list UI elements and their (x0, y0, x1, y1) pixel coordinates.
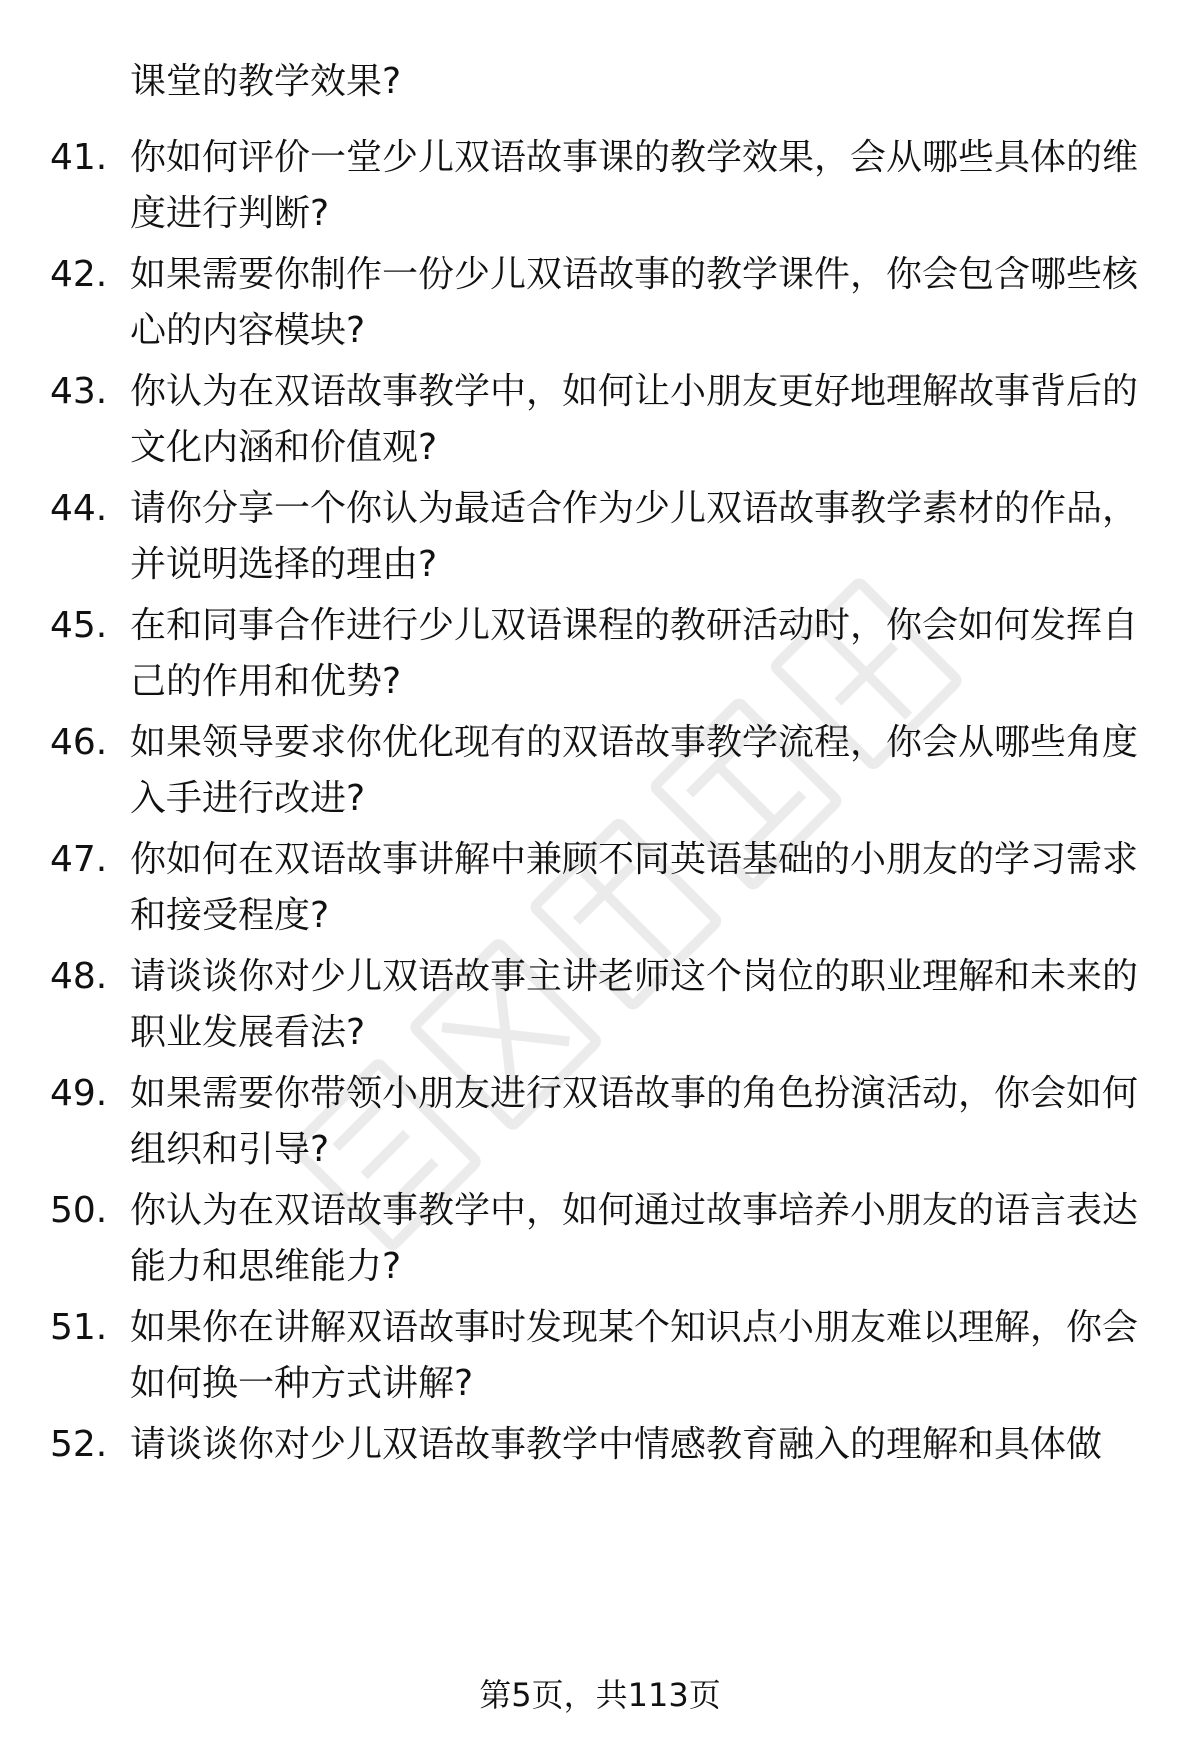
question-text-line2: 如何换一种方式讲解? (130, 1363, 474, 1404)
question-number: 50. (50, 1190, 108, 1231)
question-text-line2: 组织和引导? (130, 1129, 330, 1170)
question-text-line2: 文化内涵和价值观? (130, 427, 438, 468)
question-text-line1: 如果你在讲解双语故事时发现某个知识点小朋友难以理解，你会 (130, 1307, 1139, 1348)
question-text-line2: 职业发展看法? (130, 1012, 366, 1053)
question-text-line1: 请你分享一个你认为最适合作为少儿双语故事教学素材的作品， (130, 488, 1139, 529)
question-text-line2: 能力和思维能力? (130, 1246, 402, 1287)
question-item-44 (0, 481, 1200, 593)
question-text-line2: 和接受程度? (130, 895, 330, 936)
question-item-49 (0, 1066, 1200, 1178)
question-number: 42. (50, 254, 108, 295)
question-text-line1: 如果需要你制作一份少儿双语故事的教学课件，你会包含哪些核 (130, 254, 1139, 295)
question-item-48 (0, 949, 1200, 1061)
question-text-line2: 入手进行改进? (130, 778, 366, 819)
question-text-line1: 如果领导要求你优化现有的双语故事教学流程，你会从哪些角度 (130, 722, 1139, 763)
question-text-line1: 在和同事合作进行少儿双语课程的教研活动时，你会如何发挥自 (130, 605, 1139, 646)
question-number: 45. (50, 605, 108, 646)
question-text-line1: 你认为在双语故事教学中，如何让小朋友更好地理解故事背后的 (130, 371, 1139, 412)
continuation-text: 课堂的教学效果? (130, 61, 402, 102)
question-number: 46. (50, 722, 108, 763)
question-text-line1: 请谈谈你对少儿双语故事主讲老师这个岗位的职业理解和未来的 (130, 956, 1139, 997)
question-item-46 (0, 715, 1200, 827)
question-item-51 (0, 1300, 1200, 1412)
question-text-line2: 度进行判断? (130, 193, 330, 234)
question-number: 43. (50, 371, 108, 412)
question-number: 44. (50, 488, 108, 529)
question-text-line1: 你认为在双语故事教学中，如何通过故事培养小朋友的语言表达 (130, 1190, 1139, 1231)
question-item-52 (0, 1417, 1200, 1529)
question-text-line2: 心的内容模块? (130, 310, 366, 351)
question-text-line1: 你如何在双语故事讲解中兼顾不同英语基础的小朋友的学习需求 (130, 839, 1139, 880)
question-item-43 (0, 364, 1200, 476)
question-item-47 (0, 832, 1200, 944)
question-number: 47. (50, 839, 108, 880)
question-number: 49. (50, 1073, 108, 1114)
question-text-line1: 请谈谈你对少儿双语故事教学中情感教育融入的理解和具体做 (130, 1424, 1103, 1465)
question-text-line2: 己的作用和优势? (130, 661, 402, 702)
question-item-42 (0, 247, 1200, 359)
question-number: 48. (50, 956, 108, 997)
question-text-line2: 并说明选择的理由? (130, 544, 438, 585)
question-item-45 (0, 598, 1200, 710)
question-number: 51. (50, 1307, 108, 1348)
page-number-footer: 第5页，共113页 (479, 1676, 721, 1714)
question-item-50 (0, 1183, 1200, 1295)
question-text-line1: 你如何评价一堂少儿双语故事课的教学效果，会从哪些具体的维 (130, 137, 1139, 178)
question-text-line1: 如果需要你带领小朋友进行双语故事的角色扮演活动，你会如何 (130, 1073, 1139, 1114)
question-number: 52. (50, 1424, 108, 1465)
question-number: 41. (50, 137, 108, 178)
question-item-41 (0, 130, 1200, 242)
